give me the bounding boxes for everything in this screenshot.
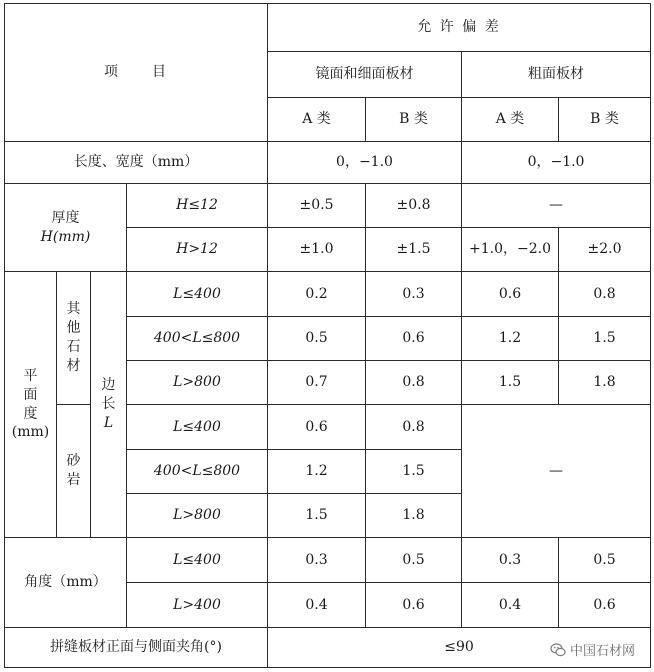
flatness-label-char: (mm) [11, 424, 50, 441]
flatness-value-b: 0.6 [366, 317, 462, 361]
mirror-class-a: A 类 [268, 98, 366, 142]
watermark-text: 中国石材网 [569, 644, 635, 659]
tolerance-table [4, 3, 651, 668]
mirror-class-b: B 类 [366, 98, 462, 142]
flatness-value-a: 0.7 [268, 361, 366, 405]
flatness-rough-a: 1.5 [462, 361, 559, 405]
angle-rough-b: 0.5 [559, 538, 651, 583]
thickness-cond: H>12 [127, 228, 268, 272]
sandstone-cond: L≤400 [127, 405, 268, 450]
flatness-label-char: 面 [23, 386, 38, 403]
flatness-label [5, 272, 57, 538]
sandstone-char: 砂 [66, 453, 81, 470]
thickness-rough-dash: — [462, 184, 651, 228]
thickness-value-b: ±1.5 [366, 228, 462, 272]
flatness-value-a: 0.5 [268, 317, 366, 361]
length-width-rough-value: 0，−1.0 [462, 142, 651, 184]
other-stone-char: 石 [66, 339, 81, 355]
sandstone-value-a: 1.5 [268, 494, 366, 538]
thickness-rough-b: ±2.0 [559, 228, 651, 272]
joint-angle-label: 拼缝板材正面与侧面夹角(°) [5, 628, 268, 668]
joint-angle-value: ≤90 [268, 628, 651, 668]
angle-rough-a: 0.4 [462, 583, 559, 628]
other-stone-char: 他 [66, 320, 81, 337]
angle-label: 角度（mm） [5, 538, 127, 628]
edge-length-char: 长 [101, 396, 116, 413]
thickness-cond: H≤12 [127, 184, 268, 228]
rough-class-a: A 类 [462, 98, 559, 142]
flatness-label-char: 平 [23, 367, 38, 384]
angle-value-b: 0.5 [366, 538, 462, 583]
sandstone-value-a: 1.2 [268, 450, 366, 494]
thickness-value-a: ±0.5 [268, 184, 366, 228]
sandstone-value-a: 0.6 [268, 405, 366, 450]
watermark [547, 639, 638, 660]
thickness-label-line1: 厚度 [51, 209, 80, 226]
sandstone-cond: L>800 [127, 494, 268, 538]
flatness-value-b: 0.8 [366, 361, 462, 405]
flatness-rough-b: 0.8 [559, 272, 651, 317]
angle-value-b: 0.6 [366, 583, 462, 628]
flatness-rough-a: 0.6 [462, 272, 559, 317]
length-width-label: 长度、宽度（mm） [5, 142, 268, 184]
edge-length-label [91, 272, 127, 538]
edge-length-char: 边 [101, 377, 116, 394]
thickness-label [5, 184, 127, 272]
flatness-cond: 400<L≤800 [127, 317, 268, 361]
flatness-rough-b: 1.5 [559, 317, 651, 361]
other-stone-char: 其 [66, 301, 81, 318]
thickness-label-line2: H(mm) [40, 228, 91, 245]
rough-header: 粗面板材 [462, 52, 651, 98]
mirror-fine-header: 镜面和细面板材 [268, 52, 462, 98]
flatness-rough-b: 1.8 [559, 361, 651, 405]
other-stone-char: 材 [66, 357, 81, 374]
length-width-mirror-value: 0，−1.0 [268, 142, 462, 184]
angle-cond: L≤400 [127, 538, 268, 583]
flatness-label-char: 度 [23, 405, 38, 422]
flatness-cond: L>800 [127, 361, 268, 405]
sandstone-value-b: 0.8 [366, 405, 462, 450]
sandstone-label [57, 405, 91, 538]
wechat-icon [550, 642, 566, 658]
angle-rough-a: 0.3 [462, 538, 559, 583]
thickness-rough-a: +1.0，−2.0 [462, 228, 559, 272]
angle-value-a: 0.3 [268, 538, 366, 583]
tolerance-header: 允 许 偏 差 [268, 4, 651, 52]
sandstone-rough-dash: — [462, 405, 651, 538]
sandstone-char: 岩 [66, 472, 81, 488]
flatness-value-b: 0.3 [366, 272, 462, 317]
sandstone-value-b: 1.5 [366, 450, 462, 494]
flatness-cond: L≤400 [127, 272, 268, 317]
thickness-value-a: ±1.0 [268, 228, 366, 272]
sandstone-value-b: 1.8 [366, 494, 462, 538]
thickness-value-b: ±0.8 [366, 184, 462, 228]
other-stone-label [57, 272, 91, 405]
angle-rough-b: 0.6 [559, 583, 651, 628]
flatness-rough-a: 1.2 [462, 317, 559, 361]
edge-length-char: L [103, 414, 114, 431]
flatness-value-a: 0.2 [268, 272, 366, 317]
angle-value-a: 0.4 [268, 583, 366, 628]
item-header: 项 目 [5, 4, 268, 142]
rough-class-b: B 类 [559, 98, 651, 142]
angle-cond: L>400 [127, 583, 268, 628]
sandstone-cond: 400<L≤800 [127, 450, 268, 494]
